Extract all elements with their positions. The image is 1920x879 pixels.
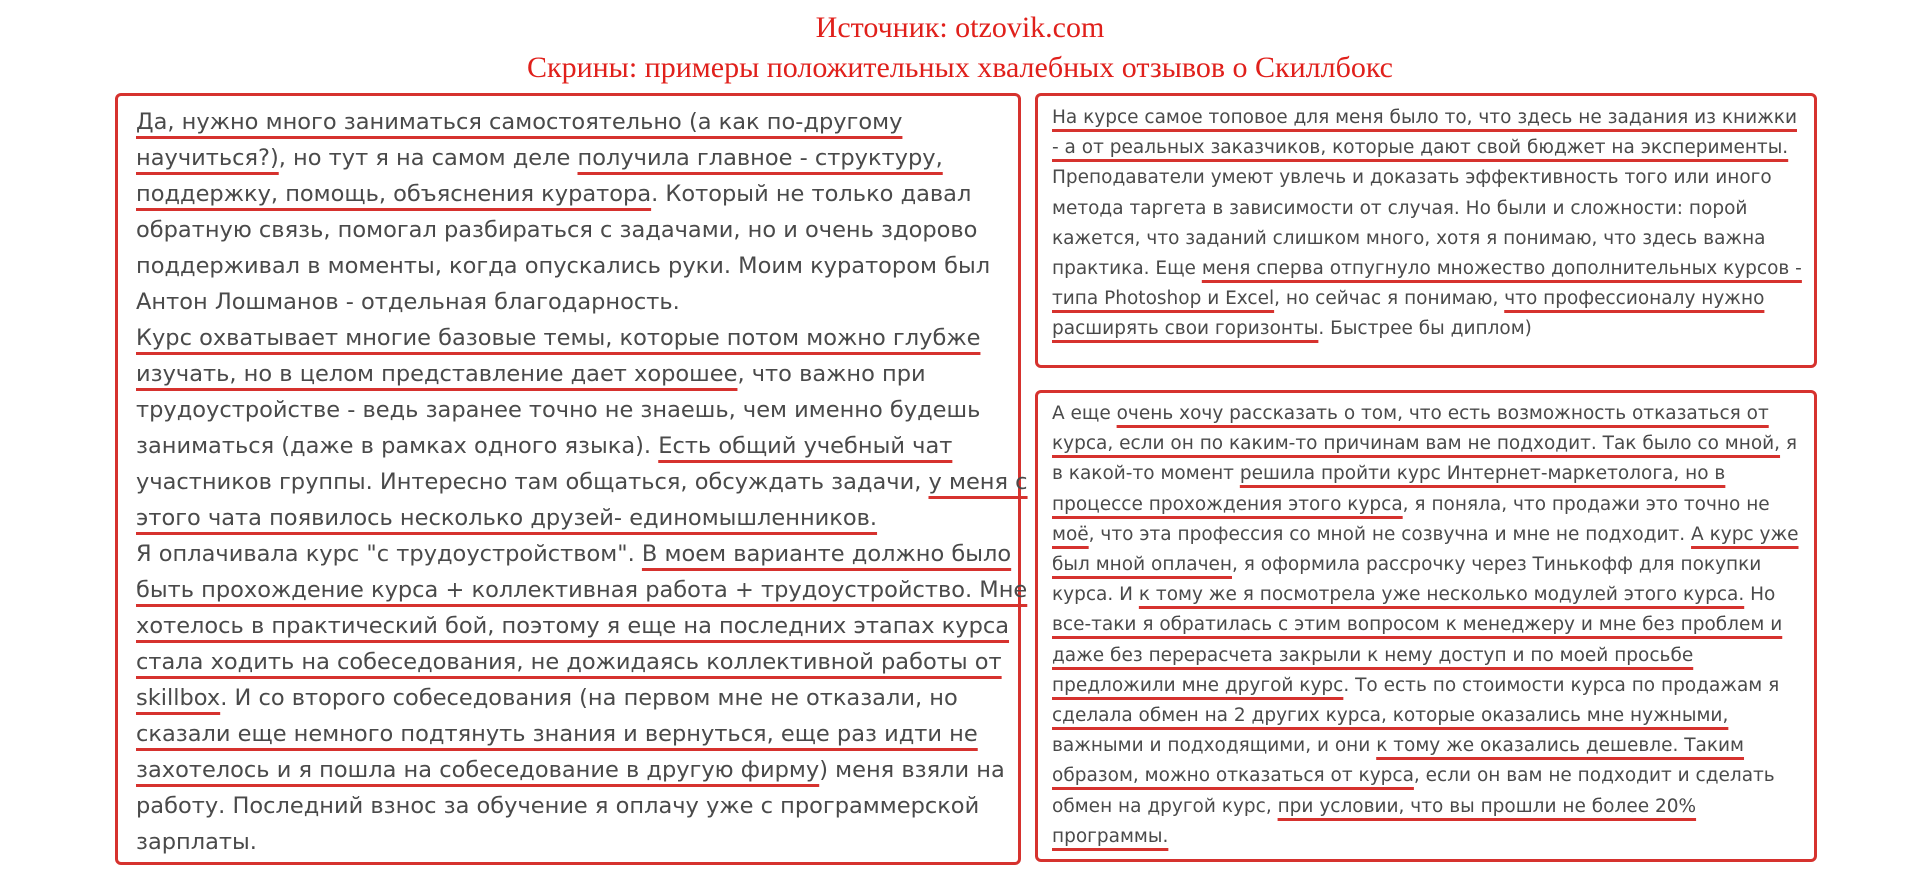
underlined-phrase: А курс уже	[1691, 523, 1799, 545]
text-line	[1052, 761, 1802, 791]
text-fragment: , я оформила рассрочку через Тинькофф для покупки	[1231, 554, 1762, 576]
text-line	[1052, 103, 1802, 133]
text-fragment: . Быстрее бы диплом)	[1318, 318, 1532, 340]
text-line	[1052, 610, 1802, 640]
text-line	[1052, 163, 1802, 193]
underlined-phrase: при условии, что вы прошли не более 20%	[1277, 795, 1697, 817]
text-line	[136, 716, 1004, 752]
text-fragment: Преподаватели умеют увлечь и доказать эффективность того или иного	[1052, 167, 1772, 189]
screenshots-caption: Скрины: примеры положительных хвалебных отзывов о Скиллбокс	[526, 51, 1393, 84]
text-line	[1052, 550, 1802, 580]
text-fragment: Я оплачивала курс "с трудоустройством".	[136, 541, 642, 567]
text-line	[1052, 731, 1802, 761]
review-card-bottom-right	[1035, 390, 1817, 862]
text-fragment: зарплаты.	[136, 829, 257, 855]
text-line	[136, 356, 1004, 392]
text-line	[1052, 284, 1802, 314]
text-fragment: Но	[1744, 584, 1776, 606]
text-line	[136, 212, 1004, 248]
underlined-phrase: предложили мне другой курс	[1052, 674, 1344, 696]
underlined-phrase: у меня с	[928, 469, 1028, 495]
text-fragment: работу. Последний взнос за обучение я оплачу уже с программерской	[136, 793, 980, 819]
underlined-phrase: решила пройти курс Интернет-маркетолога, но в	[1239, 463, 1726, 485]
underlined-phrase: был мной оплачен	[1052, 554, 1232, 576]
text-line	[1052, 701, 1802, 731]
underlined-phrase: skillbox	[136, 685, 221, 711]
review-text	[136, 104, 1028, 860]
underlined-phrase: В моем варианте должно было	[641, 541, 1012, 567]
text-line	[136, 428, 1004, 464]
text-line	[136, 176, 1004, 212]
source-caption: Источник: otzovik.com	[815, 11, 1105, 44]
underlined-phrase: этого чата появилось несколько друзей- единомышленников.	[136, 505, 878, 531]
text-line	[136, 104, 1004, 140]
underlined-phrase: расширять свои горизонты	[1052, 318, 1319, 340]
underlined-phrase: На курсе самое топовое для меня было то, что здесь не задания из книжки	[1052, 107, 1797, 128]
text-fragment: поддерживал в моменты, когда опускались руки. Моим куратором был	[136, 253, 991, 279]
text-line	[136, 464, 1028, 500]
text-fragment: , я поняла, что продажи это точно не	[1402, 493, 1770, 515]
underlined-phrase: даже без перерасчета закрыли к нему доступ и по моей просьбе	[1052, 644, 1694, 666]
text-line	[1052, 254, 1802, 284]
text-fragment: . Который не только давал	[651, 181, 972, 207]
text-line	[136, 644, 1004, 680]
text-fragment: , что эта профессия со мной не созвучна и мне не подходит.	[1088, 523, 1692, 545]
text-line	[1052, 792, 1802, 822]
text-fragment: Антон Лошманов - отдельная благодарность.	[136, 289, 680, 315]
text-line	[136, 536, 1012, 572]
text-fragment: , что важно при	[737, 361, 926, 387]
underlined-phrase: моё	[1052, 523, 1089, 545]
text-line	[1052, 459, 1802, 489]
underlined-phrase: хотелось в практический бой, поэтому я еще на последних этапах курса	[136, 613, 1010, 639]
underlined-phrase: типа Photoshop и Excel	[1052, 288, 1275, 310]
text-line	[136, 752, 1004, 788]
underlined-phrase: быть прохождение курса + коллективная работа + трудоустройство. Мне	[136, 577, 1028, 603]
text-fragment: А еще	[1052, 403, 1117, 424]
underlined-phrase: процессе прохождения этого курса	[1052, 493, 1403, 515]
underlined-phrase: Курс охватывает многие базовые темы, которые потом можно глубже	[136, 325, 981, 351]
text-fragment: обмен на другой курс,	[1052, 795, 1278, 817]
text-line	[136, 788, 1004, 824]
text-line	[1052, 671, 1802, 701]
underlined-phrase: к тому же оказались дешевле. Таким	[1376, 735, 1745, 757]
text-line	[1052, 314, 1802, 344]
text-line	[136, 248, 1004, 284]
page-header	[0, 8, 1920, 88]
text-fragment: . И со второго собеседования (на первом мне не отказали, но	[220, 685, 958, 711]
text-fragment: кажется, что заданий слишком много, хотя я понимаю, что здесь важна	[1052, 227, 1766, 249]
text-line	[1052, 429, 1802, 459]
text-fragment: обратную связь, помогал разбираться с задачами, но и очень здорово	[136, 217, 978, 243]
text-line	[136, 500, 1004, 536]
text-line	[136, 608, 1010, 644]
text-line	[136, 392, 1004, 428]
underlined-phrase: курса, если он по каким-то причинам вам не подходит. Так было со мной,	[1052, 433, 1781, 455]
text-line	[136, 140, 1004, 176]
text-fragment: важными и подходящими, и они	[1052, 735, 1377, 757]
underlined-phrase: сказали еще немного подтянуть знания и вернуться, еще раз идти не	[136, 721, 978, 747]
text-line	[136, 680, 1004, 716]
text-line	[136, 824, 1004, 860]
underlined-phrase: к тому же я посмотрела уже несколько модулей этого курса.	[1138, 584, 1745, 606]
text-fragment: , но тут я на самом деле	[278, 145, 578, 171]
underlined-phrase: стала ходить на собеседования, не дожидаясь коллективной работы от	[136, 649, 1002, 675]
underlined-phrase: изучать, но в целом представление дает хорошее	[136, 361, 738, 387]
text-fragment: ) меня взяли на	[819, 757, 1005, 783]
underlined-phrase: Да, нужно много заниматься самостоятельно (а как по-другому	[136, 109, 903, 135]
review-text	[1052, 103, 1802, 345]
text-line	[1052, 224, 1802, 254]
text-fragment: практика. Еще	[1052, 258, 1202, 280]
underlined-phrase: поддержку, помощь, объяснения куратора	[136, 181, 652, 207]
text-fragment: я	[1780, 433, 1798, 455]
text-fragment: в какой-то момент	[1052, 463, 1240, 485]
text-fragment: . То есть по стоимости курса по продажам я	[1343, 674, 1780, 696]
text-line	[1052, 490, 1802, 520]
text-line	[1052, 520, 1802, 550]
underlined-phrase: что профессионалу нужно	[1504, 288, 1765, 310]
review-text	[1052, 399, 1802, 852]
underlined-phrase: программы.	[1052, 825, 1169, 847]
underlined-phrase: захотелось и я пошла на собеседование в другую фирму	[136, 757, 820, 783]
text-line	[1052, 133, 1802, 163]
text-fragment: участников группы. Интересно там общаться, обсуждать задачи,	[136, 469, 929, 495]
text-fragment: метода таргета в зависимости от случая. Но были и сложности: порой	[1052, 197, 1748, 219]
underlined-phrase: образом, можно отказаться от курса	[1052, 765, 1414, 787]
text-fragment: курса. И	[1052, 584, 1139, 606]
text-fragment: , если он вам не подходит и сделать	[1413, 765, 1775, 787]
text-line	[1052, 580, 1802, 610]
underlined-phrase: - а от реальных заказчиков, которые дают свой бюджет на эксперименты.	[1052, 137, 1789, 159]
text-line	[136, 320, 1004, 356]
underlined-phrase: меня сперва отпугнуло множество дополнительных курсов -	[1201, 258, 1802, 280]
review-card-top-right	[1035, 93, 1817, 368]
text-line	[136, 284, 1004, 320]
underlined-phrase: все-таки я обратилась с этим вопросом к менеджеру и мне без проблем и	[1052, 614, 1783, 636]
underlined-phrase: Есть общий учебный чат	[658, 433, 953, 459]
text-fragment: , но сейчас я понимаю,	[1274, 288, 1505, 310]
underlined-phrase: научиться?)	[136, 145, 279, 171]
underlined-phrase: очень хочу рассказать о том, что есть возможность отказаться от	[1116, 403, 1769, 424]
text-line	[1052, 194, 1802, 224]
text-fragment: трудоустройстве - ведь заранее точно не знаешь, чем именно будешь	[136, 397, 981, 423]
text-line	[1052, 822, 1802, 852]
review-card-left	[115, 93, 1028, 865]
text-line	[1052, 399, 1802, 429]
underlined-phrase: получила главное - структуру,	[577, 145, 943, 171]
text-line	[1052, 641, 1802, 671]
text-line	[136, 572, 1028, 608]
text-fragment: заниматься (даже в рамках одного языка).	[136, 433, 659, 459]
underlined-phrase: сделала обмен на 2 других курса, которые оказались мне нужными,	[1052, 705, 1729, 727]
